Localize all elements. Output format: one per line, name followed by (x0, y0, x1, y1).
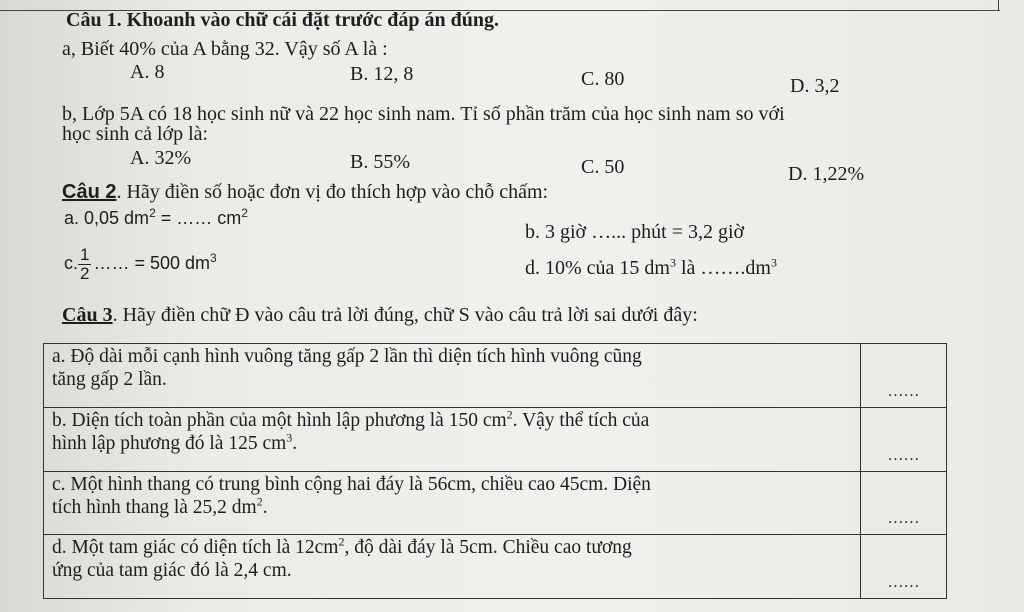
q1b-option-a[interactable]: A. 32% (130, 147, 192, 169)
q2a-item (64, 206, 248, 230)
q1b-stem-line1: b, Lớp 5A có 18 học sinh nữ và 22 học sinh nam. Tỉ số phần trăm của học sinh nam so với (62, 103, 785, 125)
q1a-option-c[interactable]: C. 80 (581, 68, 625, 90)
q1b-option-b[interactable]: B. 55% (350, 151, 410, 173)
answer-blank-d[interactable]: …… (861, 535, 947, 599)
header-rule-corner (998, 0, 999, 11)
q2-instruction: . Hãy điền số hoặc đơn vị đo thích hợp vào chỗ chấm: (116, 181, 549, 203)
q2c-sup: 3 (210, 251, 217, 265)
q2-label: Câu 2 (62, 181, 117, 203)
q2c-blank[interactable]: …… = 500 dm (93, 253, 211, 273)
statement-b: b. Diện tích toàn phần của một hình lập phương là 150 $cm^2$. Vậy thể tích của hình lập phương đó là 125 $cm^3$. (44, 407, 861, 471)
statement-d: d. Một tam giác có diện tích là $12cm^2$, độ dài đáy là 5cm. Chiều cao tương ứng của tam giác đó là 2,4 cm. (44, 535, 861, 599)
q1a-option-a[interactable]: A. 8 (130, 61, 165, 83)
q3-label: Câu 3 (62, 304, 113, 326)
q2c-prefix: c. (64, 253, 79, 273)
q1a-option-d[interactable]: D. 3,2 (790, 75, 840, 97)
q1a-stem: a, Biết 40% của A bằng 32. Vậy số A là : (62, 38, 388, 60)
q2d-sup1: 3 (669, 255, 676, 270)
answer-blank-b[interactable]: …… (861, 407, 947, 471)
true-false-table (43, 343, 947, 599)
q2b-item[interactable]: b. 3 giờ …... phút = 3,2 giờ (525, 221, 745, 243)
q2d-sup2: 3 (770, 255, 777, 270)
table-row (44, 535, 947, 599)
table-row (44, 344, 947, 408)
answer-blank-c[interactable]: …… (861, 471, 947, 535)
table-row (44, 471, 947, 535)
q1b-option-d[interactable]: D. 1,22% (788, 163, 865, 185)
statement-a: a. Độ dài mỗi cạnh hình vuông tăng gấp 2 lần thì diện tích hình vuông cũng tăng gấp 2 lần. (44, 344, 861, 408)
q2d-blank[interactable]: là …….dm (675, 257, 771, 279)
q2a-prefix: a. 0,05 dm (64, 208, 150, 228)
q1b-stem-line2: học sinh cả lớp là: (62, 123, 209, 145)
q3-instruction: . Hãy điền chữ Đ vào câu trả lời đúng, chữ S vào câu trả lời sai dưới đây: (112, 304, 698, 326)
q2a-blank[interactable]: = …… cm (155, 208, 242, 228)
q2-heading (62, 180, 548, 204)
q2a-sup1: 2 (149, 206, 156, 220)
q1-title: Câu 1. Khoanh vào chữ cái đặt trước đáp án đúng. (66, 9, 499, 31)
q1a-option-b[interactable]: B. 12, 8 (350, 63, 414, 85)
q2a-sup2: 2 (241, 206, 248, 220)
answer-blank-a[interactable]: …… (861, 344, 947, 408)
q2c-fraction: $\frac{1}{2}$ (80, 244, 90, 283)
q2d-prefix: d. 10% của 15 dm (525, 257, 670, 279)
statement-c: c. Một hình thang có trung bình cộng hai đáy là 56cm, chiều cao 45cm. Diện tích hình thang là 25,2 $dm^2$. (44, 471, 861, 535)
q2c-item (64, 240, 217, 286)
q1b-option-c[interactable]: C. 50 (581, 156, 625, 178)
q3-heading (62, 303, 698, 327)
q2d-item (525, 256, 777, 280)
table-row (44, 407, 947, 471)
